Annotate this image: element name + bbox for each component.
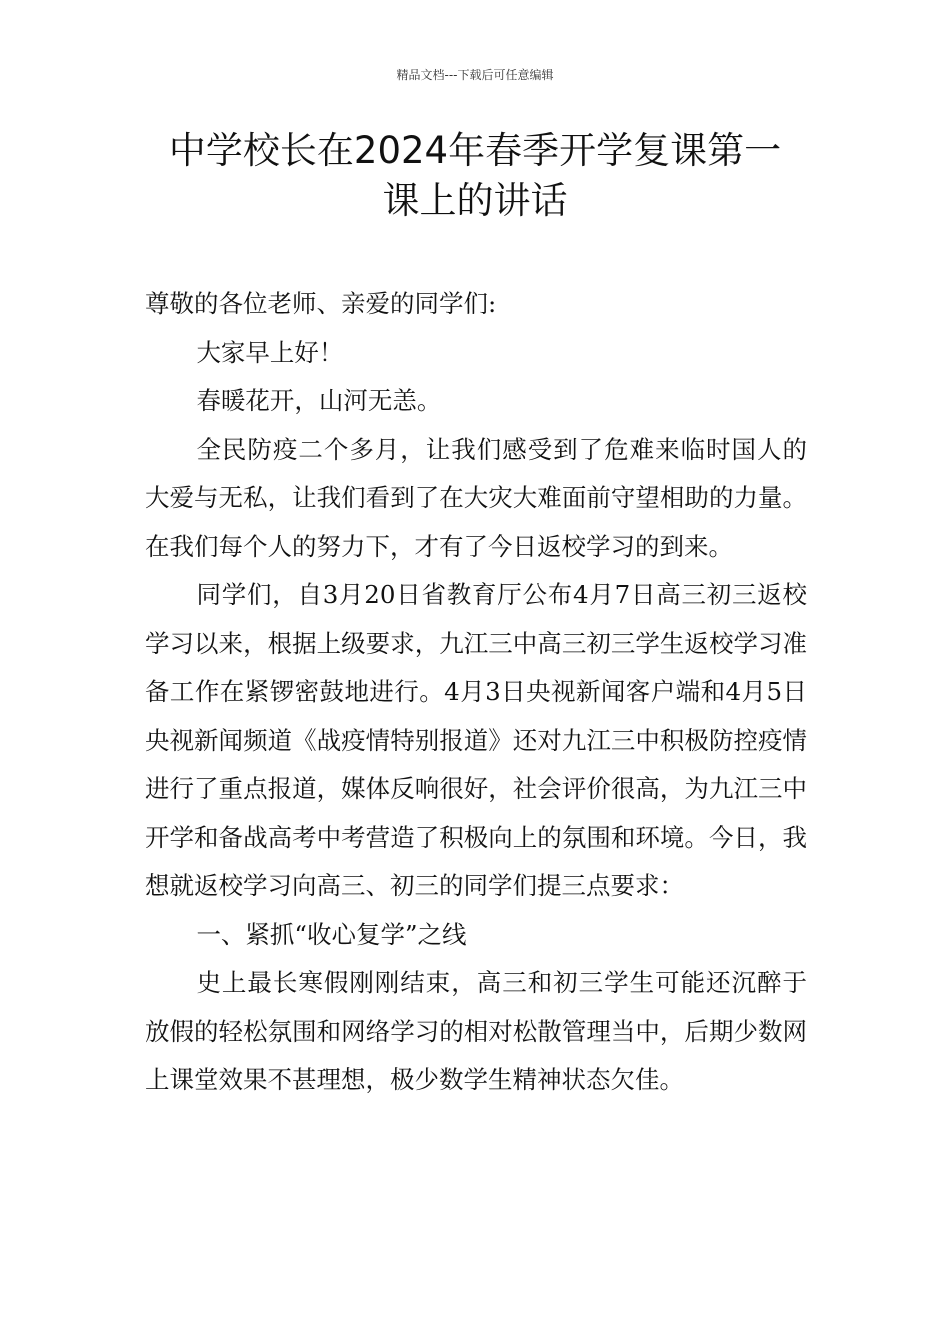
title-line-1: 中学校长在2024年春季开学复课第一 bbox=[168, 129, 782, 172]
section-heading-1: 一、紧抓“收心复学”之线 bbox=[196, 919, 467, 949]
paragraph-holiday: 史上最长寒假刚刚结束，高三和初三学生可能还沉醉于放假的轻松氛围和网络学习的相对松散管理当中，后期少数网上课堂效果不甚理想，极少数学生精神状态欠佳。 bbox=[145, 968, 807, 1094]
salutation: 尊敬的各位老师、亲爱的同学们: bbox=[145, 289, 497, 318]
document-body bbox=[145, 280, 807, 1105]
paragraph-spring: 春暖花开，山河无恙。 bbox=[196, 386, 442, 415]
header-note: 精品文档---下载后可任意编辑 bbox=[396, 68, 554, 82]
paragraph-return: 同学们，自3月20日省教育厅公布4月7日高三初三返校学习以来，根据上级要求，九江三中高三初三学生返校学习准备工作在紧锣密鼓地进行。4月3日央视新闻客户端和4月5日央视新闻频道《战疫情特别报道》还对九江三中积极防控疫情进行了重点报道，媒体反响很好，社会评价很高，为九江三中开学和备战高考中考营造了积极向上的氛围和环境。今日，我想就返校学习向高三、初三的同学们提三点要求： bbox=[145, 580, 807, 900]
document-title bbox=[140, 126, 810, 226]
paragraph-epidemic: 全民防疫二个多月，让我们感受到了危难来临时国人的大爱与无私，让我们看到了在大灾大难面前守望相助的力量。在我们每个人的努力下，才有了今日返校学习的到来。 bbox=[145, 434, 807, 561]
title-line-2: 课上的讲话 bbox=[382, 179, 568, 222]
paragraph-greeting: 大家早上好！ bbox=[196, 337, 344, 367]
